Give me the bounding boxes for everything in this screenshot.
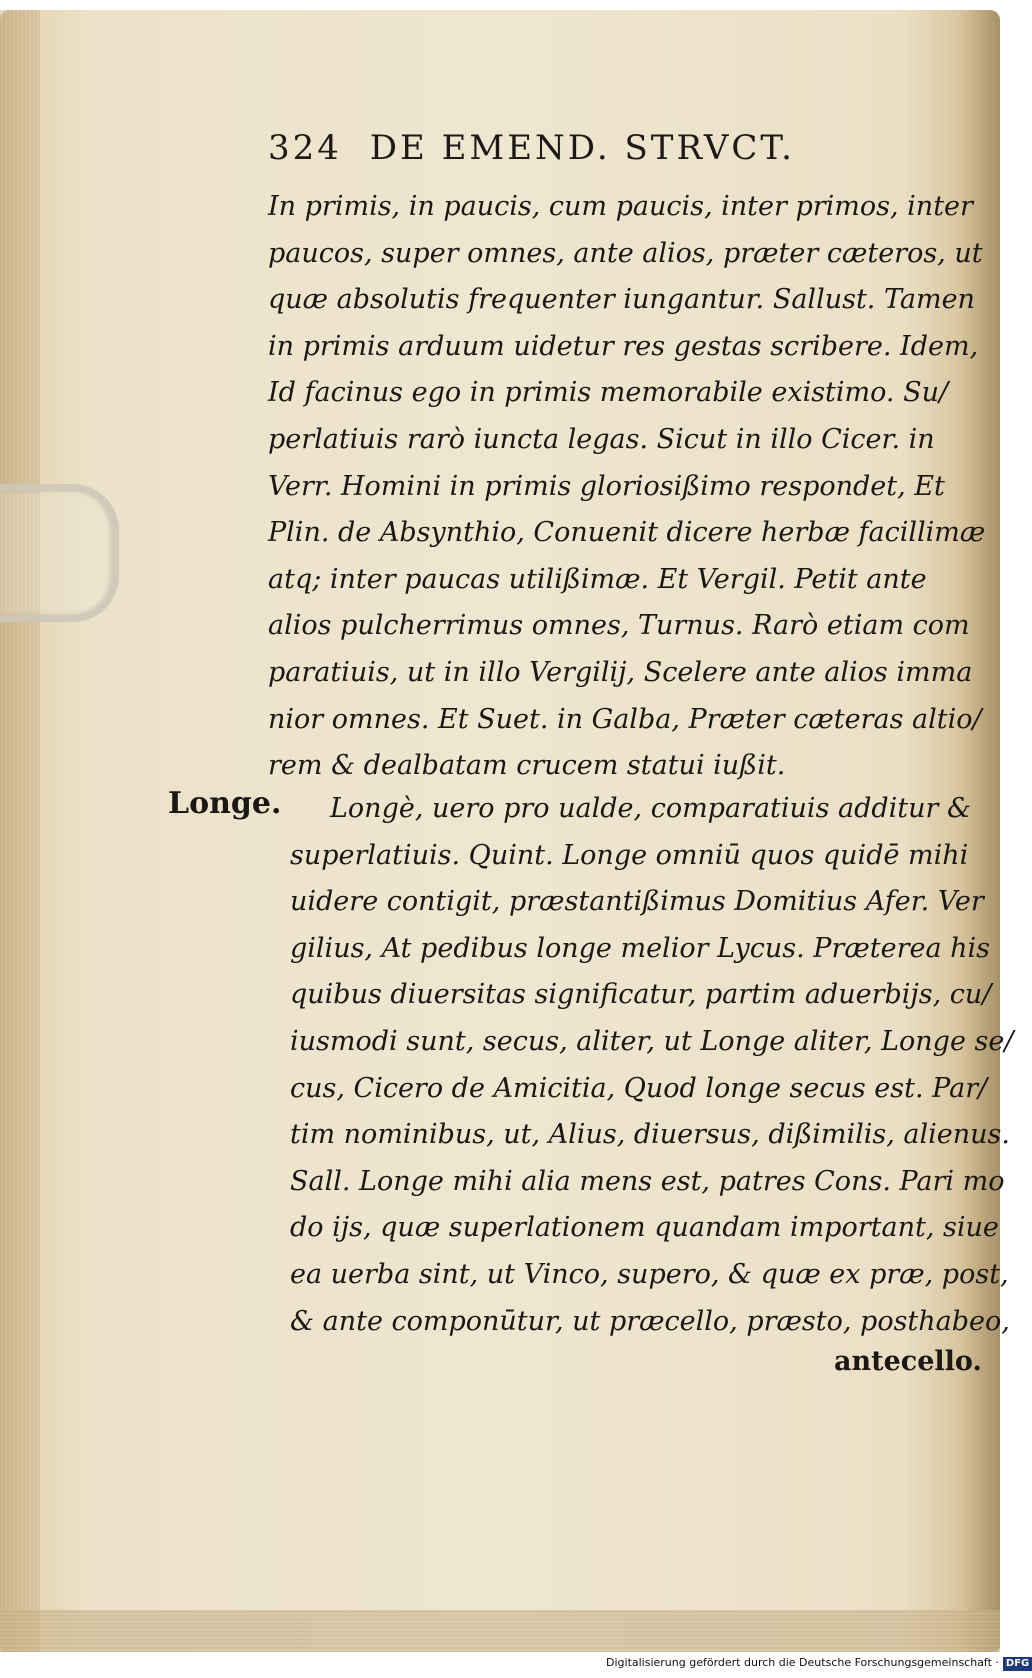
text-line: Verr. Homini in primis gloriosißimo respondet, Et bbox=[268, 470, 945, 502]
text-line: superlatiuis. Quint. Longe omniū quos quidē mihi bbox=[290, 839, 969, 871]
text-line: In primis, in paucis, cum paucis, inter primos, inter bbox=[268, 191, 973, 222]
text-line: in primis arduum uidetur res gestas scribere. Idem, bbox=[268, 330, 979, 362]
text-line: perlatiuis rarò iuncta legas. Sicut in illo Cicer. in bbox=[268, 423, 935, 455]
page-clip bbox=[0, 484, 119, 622]
text-line: paucos, super omnes, ante alios, præter cæteros, ut bbox=[268, 237, 983, 269]
text-line: rem & dealbatam crucem statui iußit. bbox=[268, 750, 786, 782]
text-line: tim nominibus, ut, Alius, diuersus, dißimilis, alienus. bbox=[290, 1119, 1010, 1151]
text-line: paratiuis, ut in illo Vergilij, Scelere ante alios imma bbox=[268, 656, 973, 688]
text-line: do ijs, quæ superlationem quandam important, siue bbox=[290, 1212, 999, 1244]
text-line: uidere contigit, præstantißimus Domitius Afer. Ver bbox=[290, 886, 984, 918]
text-line: ea uerba sint, ut Vinco, supero, & quæ ex præ, post, bbox=[290, 1258, 1009, 1290]
text-line: Plin. de Absynthio, Conuenit dicere herbæ facillimæ bbox=[268, 517, 986, 549]
text-line: Sall. Longe mihi alia mens est, patres Cons. Pari mo bbox=[290, 1165, 1005, 1197]
catchword: antecello. bbox=[834, 1346, 982, 1377]
text-line: cus, Cicero de Amicitia, Quod longe secus est. Par/ bbox=[290, 1072, 988, 1104]
footer-text: Digitalisierung gefördert durch die Deutsche Forschungsgemeinschaft · bbox=[606, 1656, 999, 1669]
page-edges-left bbox=[0, 10, 40, 1652]
marginal-note: Longe. bbox=[168, 786, 282, 821]
footer-credit bbox=[606, 1656, 1032, 1672]
text-line: iusmodi sunt, secus, aliter, ut Longe aliter, Longe se/ bbox=[290, 1025, 1014, 1057]
text-line: quæ absolutis frequenter iungantur. Sallust. Tamen bbox=[268, 284, 975, 316]
text-line: gilius, At pedibus longe melior Lycus. Præterea his bbox=[290, 932, 991, 964]
text-line: quibus diuersitas significatur, partim aduerbijs, cu/ bbox=[290, 979, 992, 1011]
running-header bbox=[268, 128, 868, 168]
text-line: Id facinus ego in primis memorabile existimo. Su/ bbox=[268, 377, 949, 409]
page-number: 324 bbox=[268, 128, 342, 168]
text-line: & ante componūtur, ut præcello, præsto, posthabeo, bbox=[290, 1305, 1010, 1337]
text-line: atq; inter paucas utilißimæ. Et Vergil. Petit ante bbox=[268, 563, 927, 595]
text-line: nior omnes. Et Suet. in Galba, Præter cæteras altio/ bbox=[268, 703, 982, 735]
text-line: Longè, uero pro ualde, comparatiuis additur & bbox=[330, 793, 972, 824]
text-line: alios pulcherrimus omnes, Turnus. Rarò etiam com bbox=[268, 610, 970, 642]
text-block-top bbox=[268, 184, 986, 790]
page-edges-bottom bbox=[0, 1610, 1000, 1652]
text-block-bottom bbox=[290, 786, 1014, 1345]
running-head-title: DE EMEND. STRVCT. bbox=[369, 128, 795, 168]
dfg-logo: DFG bbox=[1003, 1657, 1032, 1671]
